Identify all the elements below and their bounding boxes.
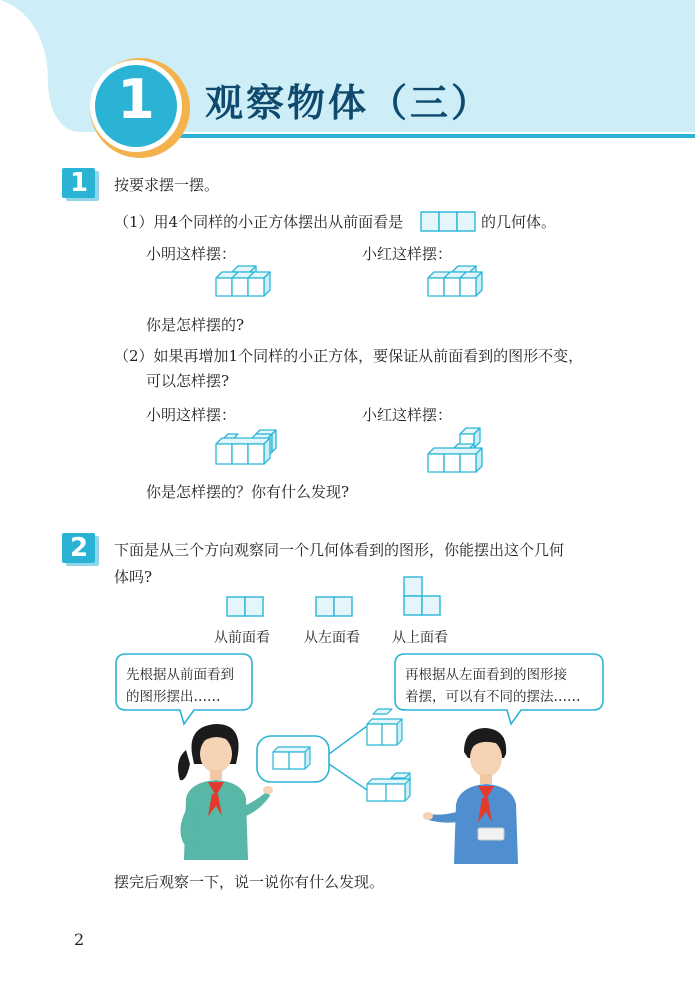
part-1-suffix: 的几何体。	[481, 213, 557, 231]
part-1-xiaoming-label: 小明这样摆：	[146, 245, 237, 263]
part-2-line-1: （2）如果再增加1个同样的小正方体，要保证从前面看到的图形不变，	[114, 347, 584, 365]
part-2-xiaohong-label: 小红这样摆：	[362, 406, 453, 424]
boy-illustration	[424, 724, 528, 864]
part-1-xiaohong-label: 小红这样摆：	[362, 245, 453, 263]
build-steps-diagram	[255, 712, 425, 812]
lesson-title: 观察物体（三）	[205, 80, 493, 125]
front-view-three-squares	[420, 211, 480, 233]
girl-bubble-line-2: 的图形摆出……	[126, 689, 221, 705]
view-left-label: 从左面看	[304, 630, 360, 646]
boy-bubble-line-1: 再根据从左面看到的图形接	[405, 667, 567, 683]
section-1-number: 1	[69, 168, 89, 198]
section-2-closing: 摆完后观察一下，说一说你有什么发现。	[114, 873, 385, 891]
page-number: 2	[74, 930, 85, 949]
part-2-xiaoming-label: 小明这样摆：	[146, 406, 237, 424]
section-2-line-1: 下面是从三个方向观察同一个几何体看到的图形，你能摆出这个几何	[114, 541, 565, 559]
view-front-label: 从前面看	[214, 630, 270, 646]
part-1-question: 你是怎样摆的?	[146, 316, 245, 334]
part-2-question: 你是怎样摆的？你有什么发现?	[146, 483, 350, 501]
xiaoming-arrangement-2	[210, 430, 280, 470]
xiaoming-arrangement-1	[210, 268, 276, 304]
xiaohong-arrangement-1	[424, 268, 490, 304]
view-top-shape	[403, 576, 445, 618]
section-2-line-2: 体吗?	[114, 568, 153, 586]
part-2-line-2: 可以怎样摆?	[146, 372, 230, 390]
boy-bubble-line-2: 着摆，可以有不同的摆法……	[405, 689, 581, 705]
view-front-shape	[226, 596, 266, 618]
view-top-label: 从上面看	[392, 630, 448, 646]
section-1-instruction: 按要求摆一摆。	[114, 176, 220, 194]
part-1-prefix: （1）用4个同样的小正方体摆出从前面看是	[114, 213, 404, 231]
view-left-shape	[315, 596, 355, 618]
girl-illustration	[172, 720, 272, 860]
lesson-number: 1	[117, 68, 155, 131]
girl-bubble-line-1: 先根据从前面看到	[126, 667, 234, 683]
xiaohong-arrangement-2	[424, 428, 490, 474]
section-2-number: 2	[69, 533, 89, 563]
